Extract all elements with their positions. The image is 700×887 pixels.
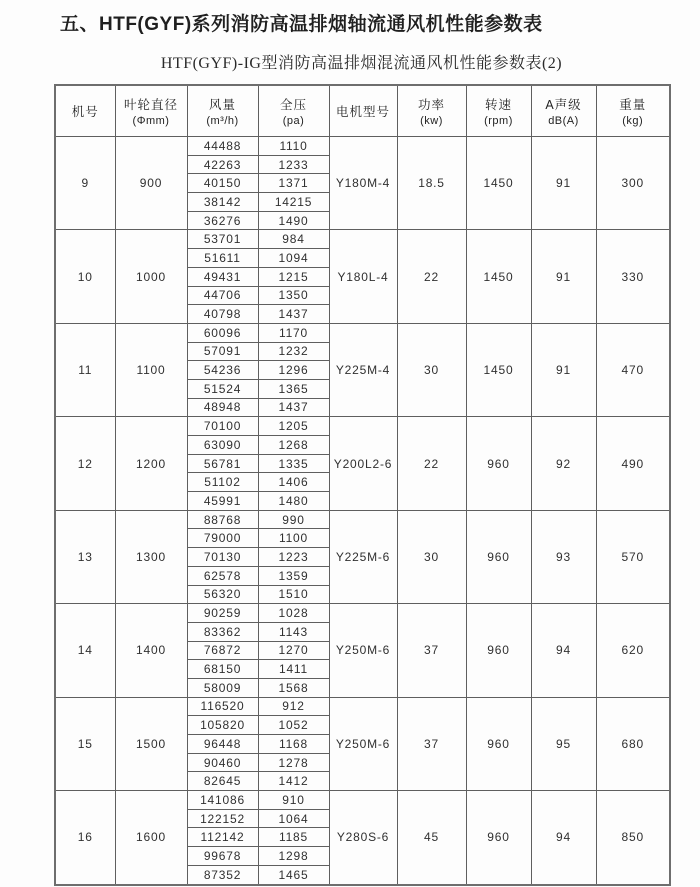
airflow-cell: 56781 <box>187 454 258 473</box>
airflow-cell: 42263 <box>187 155 258 174</box>
airflow-cell: 116520 <box>187 697 258 716</box>
pressure-cell: 1205 <box>258 417 329 436</box>
impeller-diameter-cell: 1100 <box>115 323 187 416</box>
col-header-pressure <box>258 85 329 137</box>
pressure-cell: 1568 <box>258 678 329 697</box>
airflow-cell: 40798 <box>187 305 258 324</box>
pressure-cell: 1094 <box>258 249 329 268</box>
col-header-label: 机号 <box>71 105 99 119</box>
pressure-cell: 1490 <box>258 211 329 230</box>
airflow-cell: 60096 <box>187 323 258 342</box>
pressure-cell: 1232 <box>258 342 329 361</box>
col-header-unit: (rpm) <box>484 115 513 127</box>
model-no-cell: 14 <box>55 604 115 697</box>
pressure-cell: 14215 <box>258 193 329 212</box>
weight-cell: 300 <box>596 137 670 230</box>
table-row <box>55 323 670 342</box>
col-header-airflow <box>187 85 258 137</box>
airflow-cell: 76872 <box>187 641 258 660</box>
pressure-cell: 990 <box>258 510 329 529</box>
pressure-cell: 1170 <box>258 323 329 342</box>
airflow-cell: 51611 <box>187 249 258 268</box>
airflow-cell: 57091 <box>187 342 258 361</box>
motor-model-cell: Y280S-6 <box>329 791 397 885</box>
impeller-diameter-cell: 1300 <box>115 510 187 603</box>
airflow-cell: 87352 <box>187 865 258 884</box>
pressure-cell: 1110 <box>258 137 329 156</box>
power-cell: 30 <box>397 323 466 416</box>
speed-cell: 960 <box>466 417 531 510</box>
pressure-cell: 912 <box>258 697 329 716</box>
power-cell: 22 <box>397 417 466 510</box>
col-header-unit: dB(A) <box>548 115 579 127</box>
model-no-cell: 16 <box>55 791 115 885</box>
impeller-diameter-cell: 1000 <box>115 230 187 323</box>
impeller-diameter-cell: 1600 <box>115 791 187 885</box>
pressure-cell: 1278 <box>258 753 329 772</box>
pressure-cell: 1335 <box>258 454 329 473</box>
speed-cell: 960 <box>466 510 531 603</box>
pressure-cell: 910 <box>258 791 329 810</box>
weight-cell: 570 <box>596 510 670 603</box>
col-header-unit: (kg) <box>622 115 644 127</box>
airflow-cell: 63090 <box>187 436 258 455</box>
pressure-cell: 1350 <box>258 286 329 305</box>
weight-cell: 680 <box>596 697 670 790</box>
airflow-cell: 68150 <box>187 660 258 679</box>
power-cell: 37 <box>397 697 466 790</box>
noise-cell: 91 <box>531 323 596 416</box>
airflow-cell: 36276 <box>187 211 258 230</box>
airflow-cell: 90460 <box>187 753 258 772</box>
power-cell: 30 <box>397 510 466 603</box>
motor-model-cell: Y180L-4 <box>329 230 397 323</box>
pressure-cell: 1437 <box>258 305 329 324</box>
col-header-unit: (pa) <box>282 115 305 127</box>
airflow-cell: 44706 <box>187 286 258 305</box>
col-header-motor-model <box>329 85 397 137</box>
noise-cell: 95 <box>531 697 596 790</box>
col-header-speed <box>466 85 531 137</box>
motor-model-cell: Y180M-4 <box>329 137 397 230</box>
table-row <box>55 137 670 156</box>
model-no-cell: 13 <box>55 510 115 603</box>
col-header-label: 重量 <box>619 98 647 112</box>
weight-cell: 470 <box>596 323 670 416</box>
speed-cell: 1450 <box>466 137 531 230</box>
model-no-cell: 11 <box>55 323 115 416</box>
col-header-label: 风量 <box>208 98 236 112</box>
speed-cell: 960 <box>466 604 531 697</box>
pressure-cell: 1412 <box>258 772 329 791</box>
pressure-cell: 1215 <box>258 267 329 286</box>
pressure-cell: 1064 <box>258 809 329 828</box>
col-header-unit: (m³/h) <box>206 115 239 127</box>
weight-cell: 620 <box>596 604 670 697</box>
weight-cell: 850 <box>596 791 670 885</box>
pressure-cell: 1437 <box>258 398 329 417</box>
page-title: 五、HTF(GYF)系列消防高温排烟轴流通风机性能参数表 <box>60 14 543 35</box>
motor-model-cell: Y200L2-6 <box>329 417 397 510</box>
pressure-cell: 1270 <box>258 641 329 660</box>
col-header-weight <box>596 85 670 137</box>
airflow-cell: 83362 <box>187 622 258 641</box>
pressure-cell: 1411 <box>258 660 329 679</box>
col-header-unit: (kw) <box>420 115 443 127</box>
col-header-label: 转速 <box>484 98 512 112</box>
pressure-cell: 1143 <box>258 622 329 641</box>
airflow-cell: 56320 <box>187 585 258 604</box>
speed-cell: 1450 <box>466 230 531 323</box>
pressure-cell: 1223 <box>258 548 329 567</box>
airflow-cell: 88768 <box>187 510 258 529</box>
table-row <box>55 230 670 249</box>
airflow-cell: 44488 <box>187 137 258 156</box>
table-header-row <box>55 85 670 137</box>
power-cell: 37 <box>397 604 466 697</box>
airflow-cell: 51524 <box>187 379 258 398</box>
airflow-cell: 99678 <box>187 847 258 866</box>
airflow-cell: 112142 <box>187 828 258 847</box>
pressure-cell: 1185 <box>258 828 329 847</box>
airflow-cell: 62578 <box>187 566 258 585</box>
table-row <box>55 510 670 529</box>
col-header-label: A声级 <box>545 98 582 112</box>
model-no-cell: 12 <box>55 417 115 510</box>
speed-cell: 1450 <box>466 323 531 416</box>
pressure-cell: 1406 <box>258 473 329 492</box>
noise-cell: 94 <box>531 604 596 697</box>
airflow-cell: 141086 <box>187 791 258 810</box>
motor-model-cell: Y225M-4 <box>329 323 397 416</box>
power-cell: 18.5 <box>397 137 466 230</box>
airflow-cell: 90259 <box>187 604 258 623</box>
table-row <box>55 417 670 436</box>
speed-cell: 960 <box>466 791 531 885</box>
col-header-noise <box>531 85 596 137</box>
speed-cell: 960 <box>466 697 531 790</box>
motor-model-cell: Y250M-6 <box>329 697 397 790</box>
pressure-cell: 1296 <box>258 361 329 380</box>
airflow-cell: 58009 <box>187 678 258 697</box>
pressure-cell: 1100 <box>258 529 329 548</box>
motor-model-cell: Y250M-6 <box>329 604 397 697</box>
airflow-cell: 105820 <box>187 716 258 735</box>
col-header-label: 功率 <box>417 98 445 112</box>
airflow-cell: 38142 <box>187 193 258 212</box>
pressure-cell: 984 <box>258 230 329 249</box>
impeller-diameter-cell: 1500 <box>115 697 187 790</box>
col-header-label: 叶轮直径 <box>123 98 178 112</box>
weight-cell: 330 <box>596 230 670 323</box>
pressure-cell: 1359 <box>258 566 329 585</box>
table-row <box>55 697 670 716</box>
noise-cell: 91 <box>531 230 596 323</box>
power-cell: 45 <box>397 791 466 885</box>
pressure-cell: 1028 <box>258 604 329 623</box>
airflow-cell: 122152 <box>187 809 258 828</box>
airflow-cell: 40150 <box>187 174 258 193</box>
airflow-cell: 82645 <box>187 772 258 791</box>
table-row <box>55 604 670 623</box>
noise-cell: 93 <box>531 510 596 603</box>
model-no-cell: 15 <box>55 697 115 790</box>
col-header-impeller-diameter <box>115 85 187 137</box>
fan-performance-table <box>54 84 671 886</box>
pressure-cell: 1268 <box>258 436 329 455</box>
model-no-cell: 10 <box>55 230 115 323</box>
impeller-diameter-cell: 1400 <box>115 604 187 697</box>
pressure-cell: 1052 <box>258 716 329 735</box>
noise-cell: 94 <box>531 791 596 885</box>
pressure-cell: 1510 <box>258 585 329 604</box>
model-no-cell: 9 <box>55 137 115 230</box>
page-subtitle: HTF(GYF)-IG型消防高温排烟混流通风机性能参数表(2) <box>160 55 563 72</box>
col-header-unit: (Φmm) <box>132 115 170 127</box>
col-header-label: 全压 <box>279 98 307 112</box>
col-header-label: 电机型号 <box>335 105 390 119</box>
airflow-cell: 49431 <box>187 267 258 286</box>
noise-cell: 91 <box>531 137 596 230</box>
airflow-cell: 45991 <box>187 492 258 511</box>
pressure-cell: 1465 <box>258 865 329 884</box>
airflow-cell: 96448 <box>187 735 258 754</box>
airflow-cell: 48948 <box>187 398 258 417</box>
weight-cell: 490 <box>596 417 670 510</box>
pressure-cell: 1371 <box>258 174 329 193</box>
airflow-cell: 70100 <box>187 417 258 436</box>
col-header-power <box>397 85 466 137</box>
pressure-cell: 1365 <box>258 379 329 398</box>
airflow-cell: 70130 <box>187 548 258 567</box>
airflow-cell: 51102 <box>187 473 258 492</box>
pressure-cell: 1233 <box>258 155 329 174</box>
pressure-cell: 1480 <box>258 492 329 511</box>
airflow-cell: 79000 <box>187 529 258 548</box>
motor-model-cell: Y225M-6 <box>329 510 397 603</box>
noise-cell: 92 <box>531 417 596 510</box>
impeller-diameter-cell: 1200 <box>115 417 187 510</box>
table-row <box>55 791 670 810</box>
pressure-cell: 1298 <box>258 847 329 866</box>
pressure-cell: 1168 <box>258 735 329 754</box>
power-cell: 22 <box>397 230 466 323</box>
airflow-cell: 54236 <box>187 361 258 380</box>
col-header-model-no <box>55 85 115 137</box>
impeller-diameter-cell: 900 <box>115 137 187 230</box>
airflow-cell: 53701 <box>187 230 258 249</box>
